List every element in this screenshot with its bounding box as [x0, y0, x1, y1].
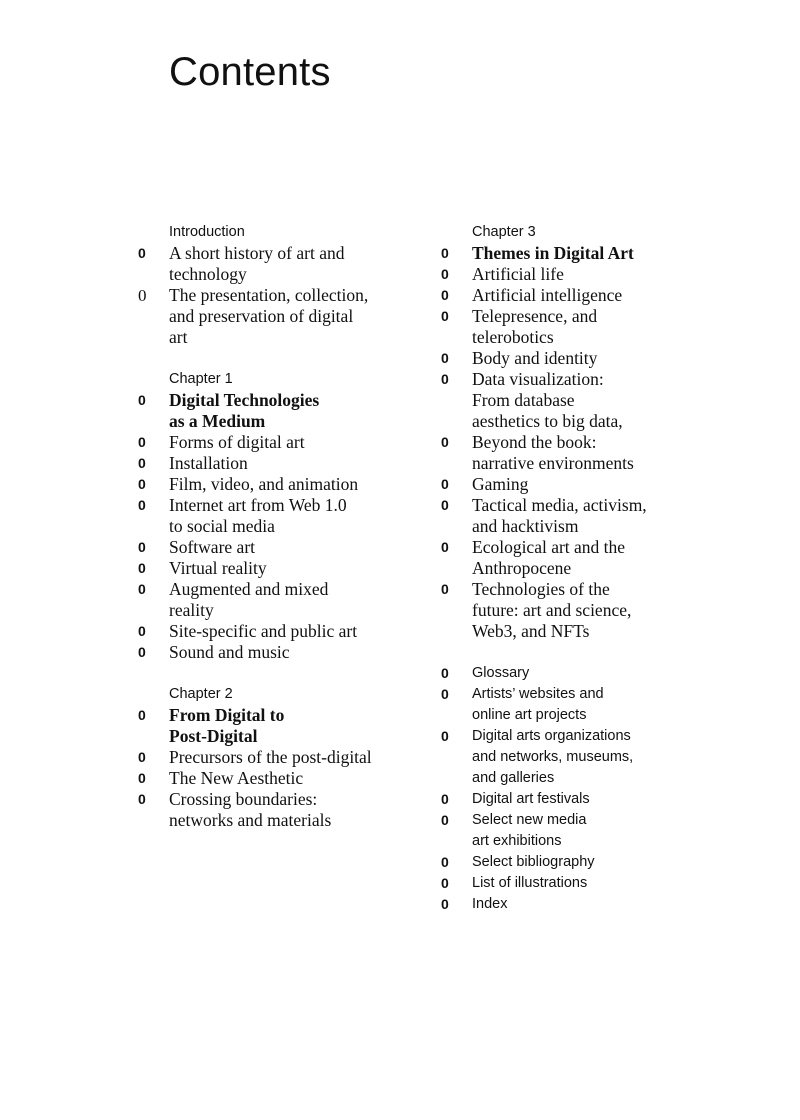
entry-line: Post-Digital — [169, 726, 258, 746]
section-backmatter — [441, 663, 692, 915]
toc-entry[interactable] — [441, 894, 692, 915]
toc-entry[interactable] — [441, 537, 692, 579]
entry-line: and galleries — [472, 770, 555, 786]
page-number: 0 — [441, 791, 449, 807]
entry-line: Beyond the book: — [472, 432, 597, 452]
entry-line: Ecological art and the — [472, 537, 626, 557]
toc-entry[interactable] — [441, 873, 692, 894]
section-chapter-1 — [138, 369, 424, 663]
chapter-heading[interactable] — [138, 390, 424, 432]
entry-line: From database — [472, 390, 575, 410]
entry-line: telerobotics — [472, 327, 554, 347]
entry-line: reality — [169, 600, 214, 620]
page-number: 0 — [138, 749, 146, 765]
entry-line: Select new media — [472, 812, 587, 828]
toc-entry[interactable] — [138, 453, 424, 474]
toc-entry[interactable] — [441, 432, 692, 474]
toc-entry[interactable] — [138, 243, 424, 285]
toc-entry[interactable] — [441, 684, 692, 726]
entry-line: technology — [169, 264, 247, 284]
page-number: 0 — [441, 371, 449, 387]
page-number: 0 — [138, 539, 146, 555]
toc-entry[interactable] — [138, 621, 424, 642]
page-number: 0 — [138, 392, 146, 408]
page-number: 0 — [138, 286, 147, 305]
entry-line: A short history of art and — [169, 243, 345, 263]
entry-line: and preservation of digital — [169, 306, 354, 326]
page-number: 0 — [441, 287, 449, 303]
entry-line: Technologies of the — [472, 579, 610, 599]
chapter-label: Chapter 1 — [169, 371, 233, 387]
entry-line: Crossing boundaries: — [169, 789, 318, 809]
page-number: 0 — [441, 728, 449, 744]
toc-entry[interactable] — [138, 537, 424, 558]
toc-entry[interactable] — [138, 768, 424, 789]
chapter-heading[interactable] — [441, 243, 692, 264]
entry-line: Sound and music — [169, 642, 290, 662]
entry-line: Forms of digital art — [169, 432, 305, 452]
chapter-label: Chapter 2 — [169, 686, 233, 702]
page-number: 0 — [138, 623, 146, 639]
chapter-heading[interactable] — [138, 705, 424, 747]
entry-line: Artists’ websites and — [472, 686, 604, 702]
page-number: 0 — [441, 896, 449, 912]
toc-entry[interactable] — [138, 285, 424, 348]
toc-left-column — [138, 222, 424, 831]
entry-line: Artificial life — [472, 264, 564, 284]
entry-line: From Digital to — [169, 705, 285, 725]
entry-line: networks and materials — [169, 810, 332, 830]
page-number: 0 — [441, 539, 449, 555]
entry-line: Glossary — [472, 665, 530, 681]
page-number: 0 — [138, 770, 146, 786]
section-chapter-2 — [138, 684, 424, 831]
toc-entry[interactable] — [138, 495, 424, 537]
toc-entry[interactable] — [441, 264, 692, 285]
page-number: 0 — [441, 497, 449, 513]
entry-line: The New Aesthetic — [169, 768, 304, 788]
section-chapter-3 — [441, 222, 692, 642]
toc-entry[interactable] — [441, 306, 692, 348]
page-number: 0 — [138, 245, 146, 261]
entry-line: The presentation, collection, — [169, 285, 369, 305]
page-title: Contents — [169, 50, 331, 94]
entry-line: Installation — [169, 453, 248, 473]
entry-line: Gaming — [472, 474, 529, 494]
page-number: 0 — [441, 686, 449, 702]
toc-entry[interactable] — [138, 747, 424, 768]
entry-line: to social media — [169, 516, 275, 536]
page-number: 0 — [138, 707, 146, 723]
page-number: 0 — [441, 812, 449, 828]
toc-entry[interactable] — [441, 348, 692, 369]
page-number: 0 — [138, 455, 146, 471]
toc-entry[interactable] — [441, 789, 692, 810]
entry-line: Anthropocene — [472, 558, 572, 578]
page-number: 0 — [441, 266, 449, 282]
toc-entry[interactable] — [441, 495, 692, 537]
toc-entry[interactable] — [441, 285, 692, 306]
entry-line: Site-specific and public art — [169, 621, 358, 641]
entry-line: Themes in Digital Art — [472, 243, 634, 263]
page-number: 0 — [138, 581, 146, 597]
page-number: 0 — [138, 434, 146, 450]
page-number: 0 — [138, 497, 146, 513]
entry-line: Index — [472, 896, 508, 912]
entry-line: Artificial intelligence — [472, 285, 623, 305]
toc-entry[interactable] — [138, 789, 424, 831]
entry-line: Web3, and NFTs — [472, 621, 590, 641]
entry-line: List of illustrations — [472, 875, 588, 891]
entry-line: future: art and science, — [472, 600, 632, 620]
entry-line: narrative environments — [472, 453, 634, 473]
section-introduction — [138, 222, 424, 348]
page-number: 0 — [441, 854, 449, 870]
toc-entry[interactable] — [441, 474, 692, 495]
entry-line: Internet art from Web 1.0 — [169, 495, 347, 515]
toc-entry[interactable] — [138, 432, 424, 453]
toc-entry[interactable] — [138, 474, 424, 495]
entry-line: art — [169, 327, 188, 347]
toc-right-column — [441, 222, 692, 915]
entry-line: Precursors of the post-digital — [169, 747, 372, 767]
toc-entry[interactable] — [138, 642, 424, 663]
toc-entry[interactable] — [441, 852, 692, 873]
entry-line: and networks, museums, — [472, 749, 634, 765]
entry-line: as a Medium — [169, 411, 266, 431]
toc-entry[interactable] — [441, 810, 692, 852]
page-number: 0 — [138, 476, 146, 492]
page-number: 0 — [441, 245, 449, 261]
entry-line: art exhibitions — [472, 833, 562, 849]
section-label: Introduction — [169, 224, 245, 240]
entry-line: Data visualization: — [472, 369, 604, 389]
page-number: 0 — [441, 581, 449, 597]
toc-entry[interactable] — [138, 579, 424, 621]
entry-line: aesthetics to big data, — [472, 411, 623, 431]
entry-line: Digital Technologies — [169, 390, 320, 410]
entry-line: Software art — [169, 537, 256, 557]
entry-line: Augmented and mixed — [169, 579, 329, 599]
toc-entry[interactable] — [441, 726, 692, 789]
toc-entry[interactable] — [138, 558, 424, 579]
page-number: 0 — [441, 875, 449, 891]
page-number: 0 — [441, 350, 449, 366]
toc-entry[interactable] — [441, 663, 692, 684]
page-number: 0 — [138, 644, 146, 660]
chapter-label: Chapter 3 — [472, 224, 536, 240]
page-number: 0 — [441, 476, 449, 492]
entry-line: Select bibliography — [472, 854, 595, 870]
toc-entry[interactable] — [441, 369, 692, 432]
toc-entry[interactable] — [441, 579, 692, 642]
page-number: 0 — [138, 791, 146, 807]
page-number: 0 — [138, 560, 146, 576]
entry-line: Film, video, and animation — [169, 474, 359, 494]
entry-line: Digital art festivals — [472, 791, 590, 807]
entry-line: Body and identity — [472, 348, 598, 368]
entry-line: Virtual reality — [169, 558, 267, 578]
entry-line: and hacktivism — [472, 516, 579, 536]
entry-line: online art projects — [472, 707, 587, 723]
page-number: 0 — [441, 434, 449, 450]
entry-line: Tactical media, activism, — [472, 495, 647, 515]
entry-line: Digital arts organizations — [472, 728, 631, 744]
page-number: 0 — [441, 308, 449, 324]
entry-line: Telepresence, and — [472, 306, 598, 326]
page-number: 0 — [441, 665, 449, 681]
